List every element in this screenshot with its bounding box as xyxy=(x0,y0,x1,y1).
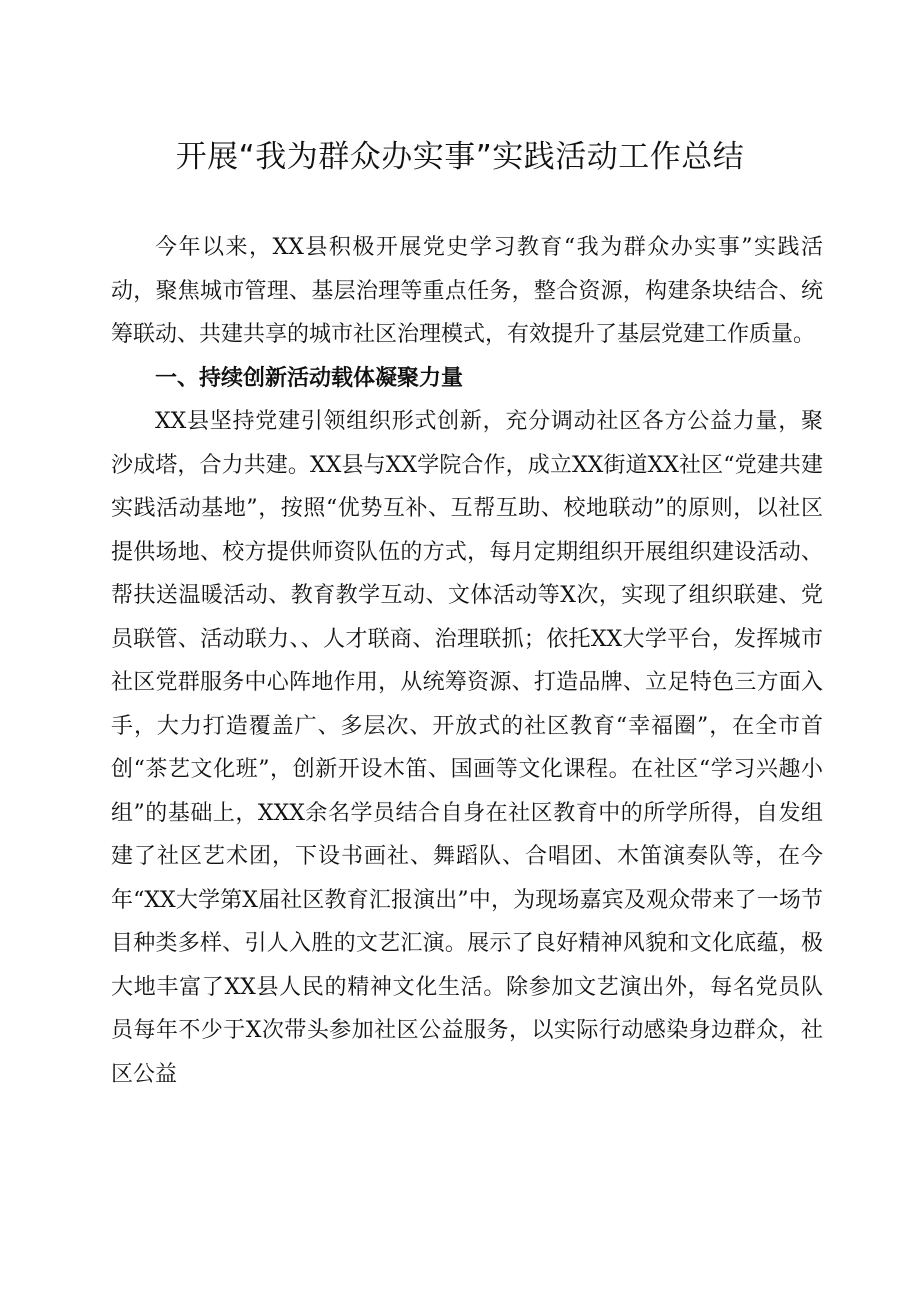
intro-paragraph: 今年以来，XX县积极开展党史学习教育“我为群众办实事”实践活动，聚焦城市管理、基层治理等重点任务，整合资源，构建条块结合、统筹联动、共建共享的城市社区治理模式，有效提升了基层党建工作质量。 xyxy=(111,235,823,347)
section-paragraph: XX县坚持党建引领组织形式创新，充分调动社区各方公益力量，聚沙成塔，合力共建。XX县与XX学院合作，成立XX街道XX社区“党建共建实践活动基地”，按照“优势互补、互帮互助、校地联动”的原则，以社区提供场地、校方提供师资队伍的方式，每月定期组织开展组织建设活动、帮扶送温暖活动、教育教学互动、文体活动等X次，实现了组织联建、党员联管、活动联力、、人才联商、治理联抓；依托XX大学平台，发挥城市社区党群服务中心阵地作用，从统筹资源、打造品牌、立足特色三方面入手，大力打造覆盖广、多层次、开放式的社区教育“幸福圈”，在全市首创“茶艺文化班”，创新开设木笛、国画等文化课程。在社区“学习兴趣小组”的基础上，XXX余名学员结合自身在社区教育中的所学所得，自发组建了社区艺术团，下设书画社、舞蹈队、合唱团、木笛演奏队等，在今年“XX大学第X届社区教育汇报演出”中，为现场嘉宾及观众带来了一场节目种类多样、引人入胜的文艺汇演。展示了良好精神风貌和文化底蕴，极大地丰富了XX县人民的精神文化生活。除参加文艺演出外，每名党员队员每年不少于X次带头参加社区公益服务，以实际行动感染身边群众，社区公益 xyxy=(111,409,823,1087)
section-heading: 一、持续创新活动载体凝聚力量 xyxy=(155,365,464,391)
document-title: 开展“我为群众办实事”实践活动工作总结 xyxy=(175,139,745,175)
document-body xyxy=(111,226,823,1096)
